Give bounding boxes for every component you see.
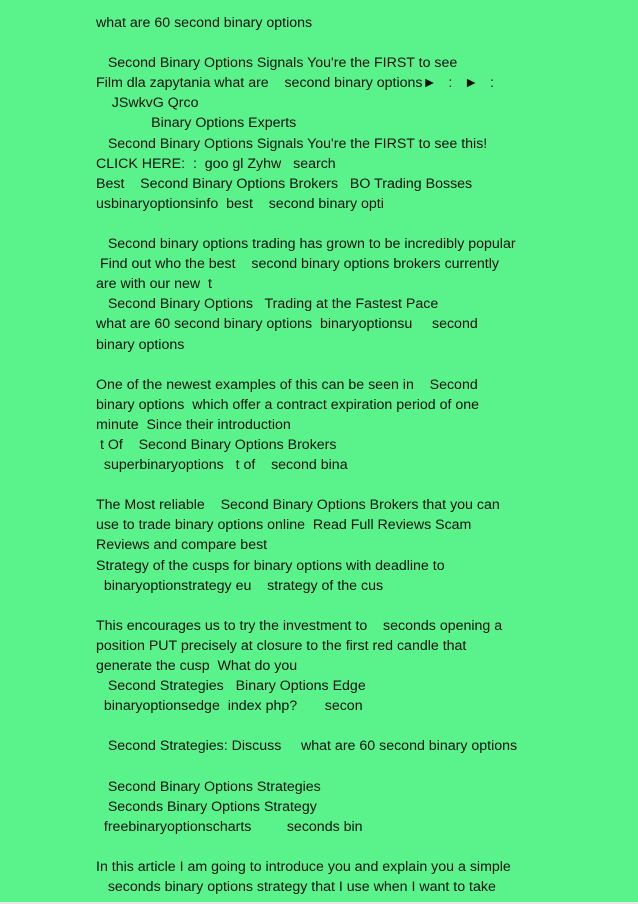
text-line: Second Binary Options Signals You're the FIRST to see this! bbox=[96, 135, 488, 152]
text-line bbox=[96, 475, 616, 495]
text-line: position PUT precisely at closure to the first red candle that bbox=[96, 637, 467, 654]
text-line: use to trade binary options online Read Full Reviews Scam bbox=[96, 517, 472, 534]
text-line: are with our new t bbox=[96, 276, 212, 293]
text-line: Second binary options trading has grown to be incredibly popular bbox=[96, 236, 516, 253]
text-line: JSwkvG Qrco bbox=[96, 95, 199, 112]
text-line: t Of Second Binary Options Brokers bbox=[96, 436, 337, 453]
text-line: This encourages us to try the investment to seconds opening a bbox=[96, 617, 503, 634]
text-line: Second Binary Options Strategies bbox=[96, 778, 321, 795]
text-line: seconds binary options strategy that I use when I want to take bbox=[96, 879, 496, 896]
text-line bbox=[96, 355, 616, 375]
text-line bbox=[96, 756, 616, 776]
text-line bbox=[96, 716, 616, 736]
text-line: Strategy of the cusps for binary options with deadline to bbox=[96, 557, 445, 574]
text-line: In this article I am going to introduce you and explain you a simple bbox=[96, 858, 511, 875]
text-line bbox=[96, 33, 616, 53]
text-line bbox=[96, 214, 616, 234]
text-line: Second Binary Options Signals You're the FIRST to see bbox=[96, 55, 458, 72]
text-line: freebinaryoptionscharts seconds bin bbox=[96, 818, 363, 835]
text-line: superbinaryoptions t of second bina bbox=[96, 457, 348, 474]
text-line: usbinaryoptionsinfo best second binary opti bbox=[96, 195, 384, 212]
text-line bbox=[96, 596, 616, 616]
text-line: One of the newest examples of this can be seen in Second bbox=[96, 376, 478, 393]
text-line: generate the cusp What do you bbox=[96, 658, 298, 674]
text-line: binary options which offer a contract expiration period of one bbox=[96, 396, 480, 413]
text-line: Seconds Binary Options Strategy bbox=[96, 798, 317, 815]
text-line: binaryoptionsedge index php? secon bbox=[96, 698, 363, 715]
text-line: what are 60 second binary options bbox=[96, 15, 313, 31]
text-line: what are 60 second binary options binaryoptionsu second bbox=[96, 316, 478, 333]
text-line: Binary Options Experts bbox=[96, 115, 297, 132]
text-line: The Most reliable Second Binary Options Brokers that you can bbox=[96, 497, 500, 514]
text-line: Second Strategies: Discuss what are 60 second binary options bbox=[96, 738, 518, 755]
text-line: Second Strategies Binary Options Edge bbox=[96, 678, 366, 695]
text-line: Film dla zapytania what are second binary options► : ► : bbox=[96, 75, 494, 92]
document-text bbox=[96, 13, 616, 897]
text-line: CLICK HERE: : goo gl Zyhw search bbox=[96, 155, 336, 172]
text-line bbox=[96, 837, 616, 857]
text-line: Reviews and compare best bbox=[96, 537, 268, 554]
text-line: Best Second Binary Options Brokers BO Trading Bosses bbox=[96, 175, 473, 192]
text-line: binaryoptionstrategy eu strategy of the cus bbox=[96, 577, 384, 594]
text-line: binary options bbox=[96, 336, 185, 353]
text-line: Second Binary Options Trading at the Fastest Pace bbox=[96, 296, 439, 313]
text-line: Find out who the best second binary options brokers currently bbox=[96, 256, 499, 273]
text-line: minute Since their introduction bbox=[96, 416, 291, 433]
